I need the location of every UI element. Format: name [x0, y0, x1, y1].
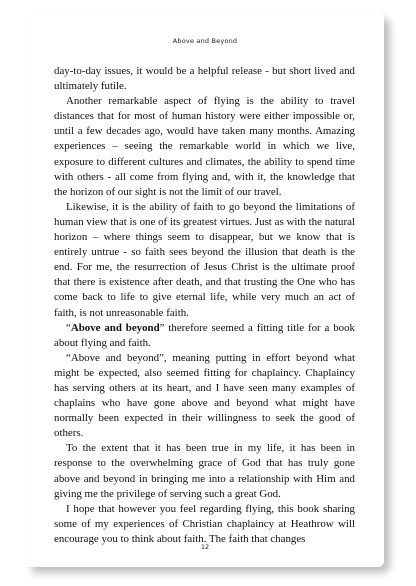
paragraph-4	[54, 321, 355, 351]
page-body	[54, 64, 355, 547]
book-page	[26, 12, 384, 567]
running-head: Above and Beyond	[172, 37, 238, 45]
paragraph-5: “Above and beyond”, meaning putting in effort beyond what might be expected, also seemed fitting for chaplaincy. Chaplaincy has serving others at its heart, and I have seen many examples of chaplains who have gone above and beyond what might have normally been expected in their willingness to seek the good of others.	[54, 351, 355, 440]
open-quote: “	[66, 321, 71, 334]
paragraph-3: Likewise, it is the ability of faith to go beyond the limitations of human view that is one of its greatest virtues. Just as with the natural horizon – where things seem to disappear, but we know that is entirely untrue - so faith sees beyond the illusion that death is the end. For me, the resurrection of Jesus Christ is the ultimate proof that there is existence after death, and that trusting the One who has come back to life to give eternal life, while very much an act of faith, is not unreasonable faith.	[54, 200, 355, 319]
paragraph-6: To the extent that it has been true in my life, it has been in response to the overwhelming grace of God that has truly gone above and beyond in bringing me into a relationship with Him and giving me the privilege of serving such a great God.	[54, 442, 355, 500]
paragraph-4-rest: ” therefore seemed a fitting title for a book about flying and faith.	[54, 321, 355, 349]
paragraph-1: day-to-day issues, it would be a helpful release - but short lived and ultimately futile.	[54, 65, 355, 93]
book-title-bold: Above and beyond	[70, 321, 160, 334]
paragraph-2: Another remarkable aspect of flying is the ability to travel distances that for most of human history were either impossible or, until a few decades ago, would have taken many months. Amazing experiences – seeing the remarkable world in which we live, exposure to different cultures and climates, the ability to spend time with others - all come from flying and, with it, the knowledge that the horizon of our sight is not the limit of our travel.	[54, 95, 355, 198]
paragraph-7: I hope that however you feel regarding flying, this book sharing some of my experiences of Christian chaplaincy at Heathrow will encourage you to think about faith. The faith that changes	[54, 502, 355, 545]
page-number: 12	[200, 543, 210, 551]
